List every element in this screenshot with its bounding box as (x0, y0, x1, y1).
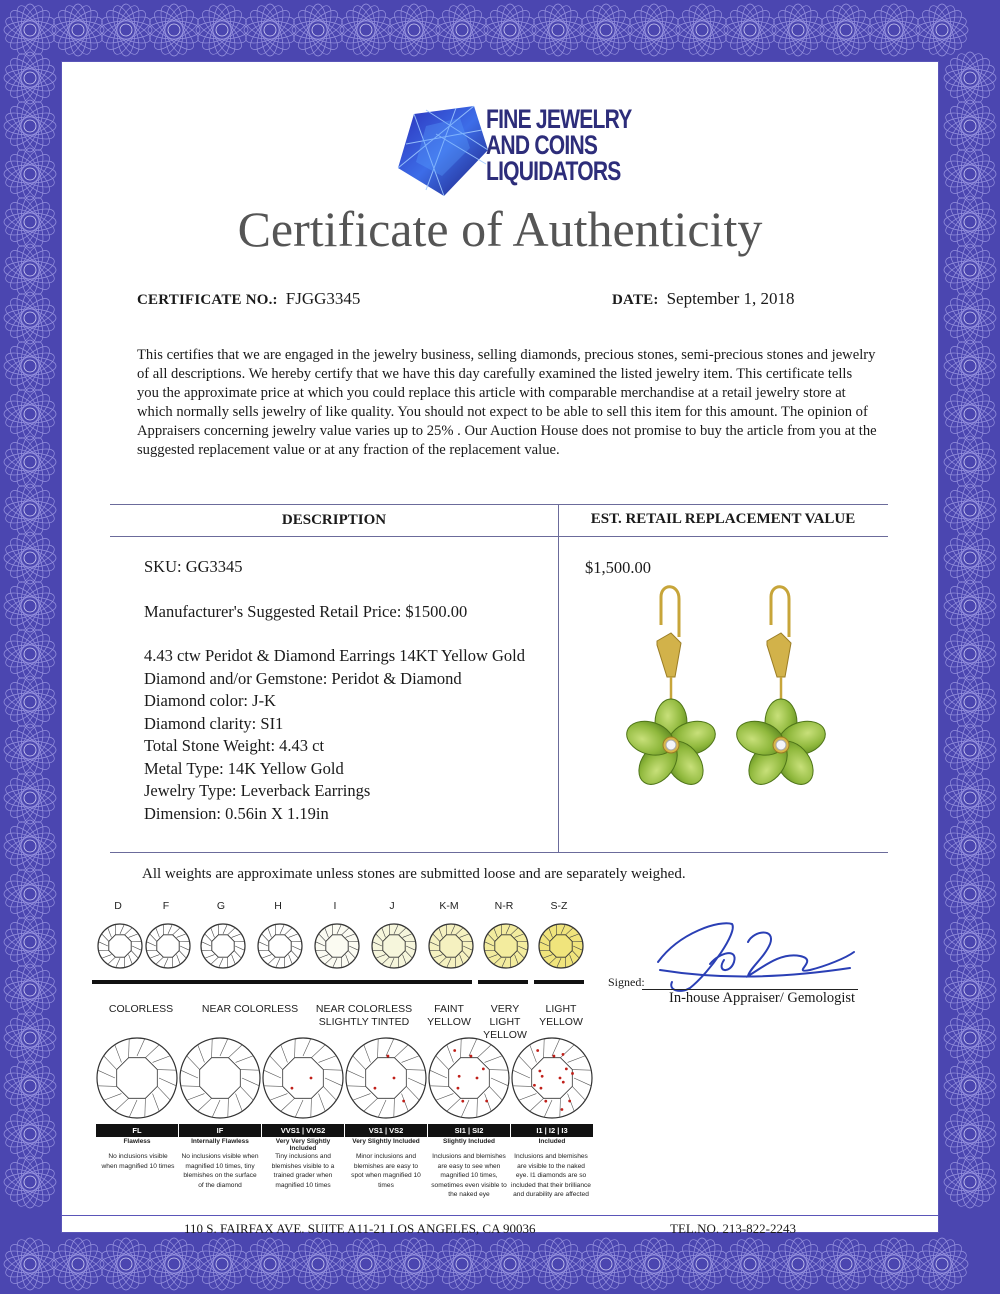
table-divider (558, 504, 559, 852)
inclusion-mark (561, 1108, 564, 1111)
inclusion-mark (559, 1077, 562, 1080)
inclusion-mark (541, 1075, 544, 1078)
logo-line: AND COINS (486, 130, 598, 160)
clarity-grade: VVS1 | VVS2 (262, 1124, 344, 1137)
clarity-name: Very Slightly Included (352, 1138, 420, 1145)
clarity-grade: FL (96, 1124, 178, 1137)
color-grade: J (389, 900, 395, 912)
inclusion-mark (458, 1075, 461, 1078)
category-line: YELLOW (539, 1016, 583, 1028)
category-line: VERY LIGHT (489, 1003, 521, 1028)
inclusion-mark (540, 1087, 543, 1090)
earrings-image (600, 585, 840, 805)
color-diamond (372, 924, 416, 968)
clarity-diamond (263, 1038, 343, 1118)
clarity-grade: I1 | I2 | I3 (511, 1124, 593, 1137)
clarity-name: Internally Flawless (191, 1138, 249, 1145)
color-grade: D (114, 900, 122, 912)
clarity-name: Flawless (123, 1138, 151, 1145)
clarity-name: Slightly Included (442, 1138, 495, 1145)
footer-phone: TEL.NO. 213-822-2243 (670, 1221, 797, 1236)
color-scale-diamonds (92, 918, 592, 1008)
inclusion-mark (544, 1100, 547, 1103)
table-bottom-rule (110, 852, 888, 853)
clarity-name: Very Very Slightly Included (275, 1138, 331, 1152)
color-grade: I (333, 900, 337, 912)
ear-wire (661, 587, 679, 637)
certificate-label: CERTIFICATE NO.: (137, 292, 278, 308)
description-header: DESCRIPTION (281, 512, 387, 528)
inclusion-mark (482, 1067, 485, 1070)
clarity-diamond (429, 1038, 509, 1118)
color-category (421, 1003, 477, 1029)
color-diamond (429, 924, 473, 968)
company-name (486, 104, 632, 186)
inclusion-mark (568, 1100, 571, 1103)
color-category (533, 1003, 589, 1029)
inclusion-mark (562, 1081, 565, 1084)
color-category (198, 1003, 302, 1016)
color-diamond (258, 924, 302, 968)
category-line: SLIGHTLY TINTED (318, 1016, 410, 1028)
color-category (312, 1003, 416, 1029)
clarity-diamond (346, 1038, 426, 1118)
inclusion-mark (571, 1072, 574, 1075)
msrp: Manufacturer's Suggested Retail Price: $1500.00 (144, 601, 468, 621)
clarity-description: No inclusions visible when magnified 10 times (101, 1153, 175, 1170)
spec-line: Dimension: 0.56in X 1.19in (144, 803, 329, 823)
category-line: COLORLESS (108, 1003, 174, 1015)
color-grade: F (162, 900, 170, 912)
color-grade: H (274, 900, 282, 912)
table-header-rule (110, 536, 888, 537)
color-grade: S-Z (550, 900, 568, 912)
clarity-grade: IF (179, 1124, 261, 1137)
inclusion-mark (453, 1049, 456, 1052)
certificate-value: FJGG3345 (285, 289, 361, 308)
certificate-number (137, 289, 360, 309)
inclusion-mark (562, 1053, 565, 1056)
lever-back (767, 633, 791, 677)
inclusion-mark (553, 1055, 556, 1058)
clarity-grade: VS1 | VS2 (345, 1124, 427, 1137)
certification-statement: This certifies that we are engaged in the jewelry business, selling diamonds, precious stones, semi-precious stones and jewelry of all descriptions. We hereby certify that we have this day carefully examined the listed jewelry item. This certificate tells you the approximate price at which you could replace this article with comparable merchandise at a retail jewelry store at which normally sells jewelry of like quality. You should not expect to be able to sell this item for this amount. The opinion of Appraisers concerning jewelry value varies up to 25% . Our Auction House does not promise to buy the article from you at the suggested replacement value or at any fraction of the replacement value. (137, 347, 877, 458)
inclusion-mark (476, 1077, 479, 1080)
color-grade: G (216, 900, 226, 912)
spec-line: Diamond color: J-K (144, 691, 276, 710)
clarity-description: No inclusions visible when magnified 10 times, tiny blemishes on the surface of the diamond (181, 1153, 259, 1189)
appraiser-title: In-house Appraiser/ Gemologist (669, 990, 856, 1006)
color-diamond (146, 924, 190, 968)
clarity-diamond (97, 1038, 177, 1118)
inclusion-mark (485, 1100, 488, 1103)
inclusion-mark (374, 1087, 377, 1090)
spec-line: Metal Type: 14K Yellow Gold (144, 758, 344, 778)
item-description (144, 556, 525, 825)
inclusion-mark (470, 1055, 473, 1058)
category-bar (312, 980, 422, 984)
category-line: FAINT (434, 1003, 464, 1015)
logo-line: LIQUIDATORS (486, 156, 621, 186)
inclusion-mark (461, 1100, 464, 1103)
table-top-rule (110, 504, 888, 505)
category-line: YELLOW (427, 1016, 471, 1028)
clarity-description: Tiny inclusions and blemishes visible to a trained grader when magnified 10 times (271, 1153, 335, 1189)
diamond-center (776, 740, 786, 750)
date-value: September 1, 2018 (666, 289, 795, 308)
replacement-value: $1,500.00 (585, 558, 651, 577)
clarity-description: Inclusions and blemishes are easy to see when magnified 10 times, sometimes even visible to the naked eye (431, 1153, 507, 1198)
clarity-diamond (512, 1038, 592, 1118)
ear-wire (771, 587, 789, 637)
category-bar (478, 980, 528, 984)
color-diamond (539, 924, 583, 968)
signed-label: Signed: (608, 975, 645, 989)
footer-rule (62, 1215, 938, 1216)
weights-note: All weights are approximate unless stones are submitted loose and are separately weighed. (142, 866, 686, 882)
footer-address: 110 S. FAIRFAX AVE. SUITE A11-21 LOS ANGELES, CA 90036 (184, 1221, 536, 1236)
certificate-date (612, 289, 795, 309)
category-line: YELLOW (483, 1029, 527, 1041)
clarity-description: Minor inclusions and blemishes are easy to spot when magnified 10 times (351, 1153, 421, 1189)
color-grade: N-R (494, 900, 514, 912)
inclusion-mark (393, 1077, 396, 1080)
value-header: EST. RETAIL REPLACEMENT VALUE (590, 511, 856, 527)
spec-line: Diamond clarity: SI1 (144, 713, 284, 733)
inclusion-mark (538, 1070, 541, 1073)
clarity-grade: SI1 | SI2 (428, 1124, 510, 1137)
inclusion-mark (533, 1084, 536, 1087)
clarity-scale-diamonds (95, 1030, 595, 1130)
clarity-diamond (180, 1038, 260, 1118)
category-line: NEAR COLORLESS (201, 1003, 299, 1015)
color-category (100, 1003, 182, 1016)
inclusion-mark (402, 1100, 405, 1103)
inclusion-mark (387, 1055, 390, 1058)
page-title: Certificate of Authenticity (237, 201, 763, 257)
diamond-center (666, 740, 676, 750)
inclusion-mark (457, 1087, 460, 1090)
sku: SKU: GG3345 (144, 557, 243, 576)
category-bar (198, 980, 322, 984)
spec-line: Diamond and/or Gemstone: Peridot & Diamond (144, 668, 462, 688)
color-diamond (98, 924, 142, 968)
spec-line: Jewelry Type: Leverback Earrings (144, 781, 371, 800)
inclusion-mark (291, 1087, 294, 1090)
color-diamond (201, 924, 245, 968)
signature-image (650, 912, 860, 998)
logo-line: FINE JEWELRY (486, 104, 632, 134)
spec-line: Total Stone Weight: 4.43 ct (144, 736, 325, 755)
category-line: NEAR COLORLESS (315, 1003, 413, 1015)
lever-back (657, 633, 681, 677)
category-bar (422, 980, 472, 984)
date-label: DATE: (612, 292, 659, 308)
color-diamond (315, 924, 359, 968)
category-bar (92, 980, 212, 984)
category-line: LIGHT (545, 1003, 577, 1015)
spec-line: 4.43 ctw Peridot & Diamond Earrings 14KT Yellow Gold (144, 646, 526, 665)
inclusion-mark (565, 1067, 568, 1070)
color-grade: K-M (439, 900, 459, 912)
clarity-name: Included (538, 1138, 566, 1145)
color-diamond (484, 924, 528, 968)
clarity-description: Inclusions and blemishes are visible to the naked eye. I1 diamonds are so included that their brilliance and durability are affected (511, 1153, 591, 1198)
inclusion-mark (310, 1077, 313, 1080)
inclusion-mark (536, 1049, 539, 1052)
category-bar (534, 980, 584, 984)
